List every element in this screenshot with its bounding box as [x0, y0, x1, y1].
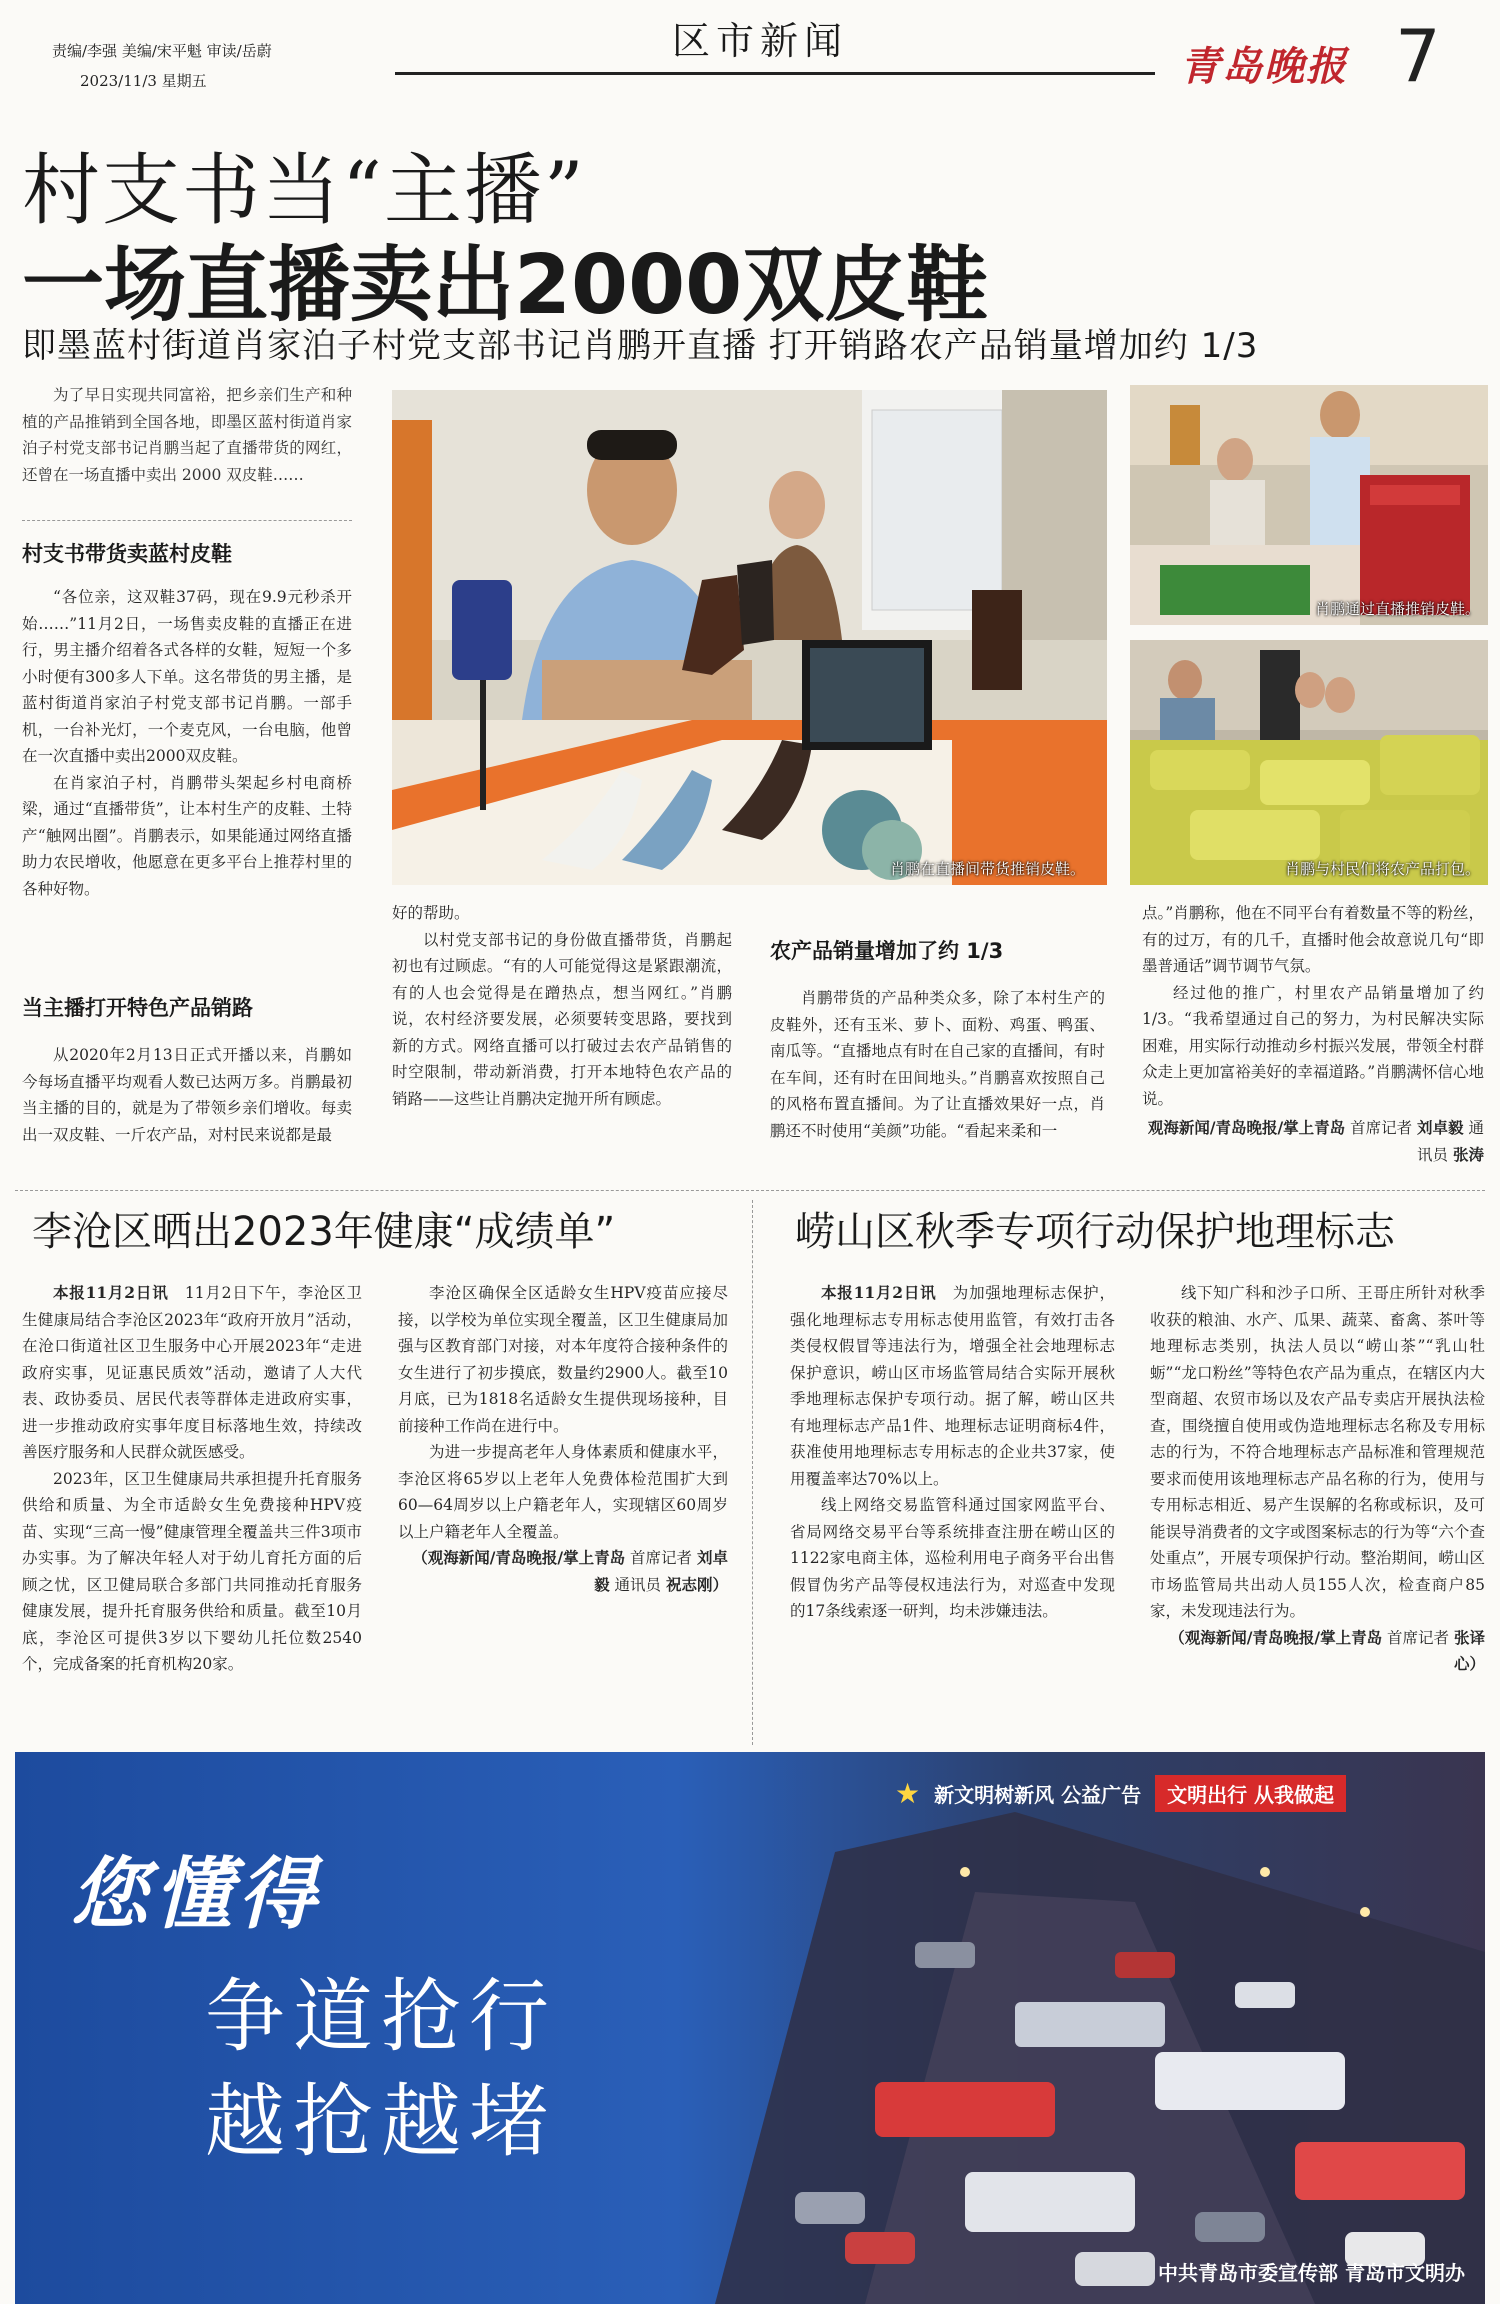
paragraph: 经过他的推广，村里农产品销量增加了约1/3。“我希望通过自己的努力，为村民解决实际困难，用实际行动推动乡村振兴发展，带领全村群众走上更加富裕美好的幸福道路。”肖鹏满怀信心地说。: [1142, 983, 1484, 1108]
paragraph: 为进一步提高老年人身体素质和健康水平，李沧区将65岁以上老年人免费体检范围扩大到60—64周岁以上户籍老年人，实现辖区60周岁以上户籍老年人全覆盖。: [398, 1443, 728, 1541]
ad-tag: 文明出行 从我做起: [1155, 1775, 1346, 1812]
paragraph: 肖鹏带货的产品种类众多，除了本村生产的皮鞋外，还有玉米、萝卜、面粉、鸡蛋、鸭蛋、南瓜等。“直播地点有时在自己家的直播间，有时在车间，还有时在田间地头。”肖鹏喜欢按照自己的风格布置直播间。为了让直播效果好一点，肖鹏还不时使用“美颜”功能。“看起来柔和一: [770, 989, 1105, 1140]
byline-role: 首席记者: [1350, 1119, 1413, 1137]
header-rule: [395, 72, 1155, 75]
laoshan-col-2: [1150, 1280, 1485, 1740]
masthead-credits: [52, 36, 272, 96]
newspaper-logo: 青岛晚报: [1180, 43, 1348, 90]
paragraph: 以村党支部书记的身份做直播带货，肖鹏起初也有过顾虑。“有的人可能觉得这是紧跟潮流，有的人也会觉得是在蹭热点，想当网红。”肖鹏说，农村经济要发展，必须要转变思路，要找到新的方式。网络直播可以打破过去农产品销售的时空限制，带动新消费，打开本地特色农产品的销路——这些让肖鹏决定抛开所有顾虑。: [392, 930, 732, 1108]
section2-title: 当主播打开特色产品销路: [22, 996, 253, 1020]
ad-sponsors: 中共青岛市委宣传部 青岛市文明办: [1158, 2261, 1465, 2285]
headline-top: 村支书当“主播”: [22, 146, 586, 236]
byline-source: 观海新闻/青岛晚报/掌上青岛: [1147, 1118, 1346, 1137]
column-2-body: [392, 900, 732, 1170]
byline-correspondent: 张涛: [1452, 1144, 1484, 1164]
laoshan-headline: 崂山区秋季专项行动保护地理标志: [795, 1209, 1395, 1255]
column-4-body: [1142, 900, 1484, 1114]
left-column-body-2: [22, 1042, 352, 1172]
livestream-scene: [392, 390, 1107, 885]
paragraph: 点。”肖鹏称，他在不同平台有着数量不等的粉丝，有的过万，有的几千，直播时他会故意说几句“即墨普通话”调节调节气氛。: [1142, 904, 1484, 975]
section-divider: [15, 1190, 1485, 1191]
paragraph: “各位亲，这双鞋37码，现在9.9元秒杀开始……”11月2日，一场售卖皮鞋的直播正在进行，男主播介绍着各式各样的女鞋，短短一个多小时便有300多人下单。这名带货的男主播，是蓝村街道肖家泊子村党支部书记肖鹏。一部手机，一台补光灯，一个麦克风，一台电脑，他曾在一次直播中卖出2000双皮鞋。: [22, 588, 352, 765]
byline-reporter: 刘卓毅: [1417, 1118, 1464, 1137]
photo-caption: 肖鹏通过直播推销皮鞋。: [1314, 600, 1480, 618]
ad-campaign: 新文明树新风 公益广告: [934, 1782, 1142, 1807]
photo-livestream: [392, 390, 1107, 885]
paragraph: 本报11月2日讯 为加强地理标志保护，强化地理标志专用标志使用监管，有效打击各类侵权假冒等违法行为，增强全社会地理标志保护意识，崂山区市场监管局结合实际开展秋季地理标志保护专项行动。据了解，崂山区共有地理标志产品1件、地理标志证明商标4件，获准使用地理标志专用标志的企业共37家，使用覆盖率达70%以上。: [790, 1283, 1115, 1488]
subheadline: 即墨蓝村街道肖家泊子村党支部书记肖鹏开直播 打开销路农产品销量增加约 1/3: [22, 326, 1259, 366]
paragraph: 李沧区确保全区适龄女生HPV疫苗应接尽接，以学校为单位实现全覆盖，区卫生健康局加强与区教育部门对接，对本年度符合接种条件的女生进行了初步摸底，数量约2900人。截至10月底，已为1818名适龄女生提供现场接种，目前接种工作尚在进行中。: [398, 1284, 728, 1435]
licang-col-2: [398, 1280, 728, 1740]
paragraph: 从2020年2月13日正式开播以来，肖鹏如今每场直播平均观看人数已达两万多。肖鹏最初当主播的目的，就是为了带领乡亲们增收。每卖出一双皮鞋、一斤农产品，对村民来说都是最: [22, 1046, 352, 1144]
photo-bottom-right: [1130, 640, 1488, 885]
byline-role: 通讯员: [1417, 1119, 1484, 1164]
shoe-sales-scene: [1130, 385, 1488, 625]
left-column-body: [22, 584, 352, 968]
ad-slogan-top: 您懂得: [70, 1849, 323, 1940]
paragraph: 2023年，区卫生健康局共承担提升托育服务供给和质量、为全市适龄女生免费接种HPV疫苗、实现“三高一慢”健康管理全覆盖共三件3项市办实事。为了解决年轻人对于幼儿育托方面的后顾之忧，区卫健局联合多部门共同推动托育服务健康发展，提升托育服务供给和质量。截至10月底，李沧区可提供3岁以下婴幼儿托位数2540个，完成备案的托育机构20家。: [22, 1469, 362, 1673]
section-title: 区市新闻: [671, 19, 848, 63]
licang-headline: 李沧区晒出2023年健康“成绩单”: [32, 1209, 616, 1255]
paragraph: 本报11月2日讯 11月2日下午，李沧区卫生健康局结合李沧区2023年“政府开放月”活动，在沧口街道社区卫生服务中心开展2023年“走进政府实事，见证惠民质效”活动，邀请了人大代表、政协委员、居民代表等群体走进政府实事，进一步推动政府实事年度目标落地生效，持续改善医疗服务和人民群众就医感受。: [22, 1283, 362, 1461]
column-rule: [752, 1200, 753, 1745]
article-lead: 为了早日实现共同富裕，把乡亲们生产和种植的产品推销到全国各地，即墨区蓝村街道肖家泊子村党支部书记肖鹏当起了直播带货的网红，还曾在一场直播中卖出 2000 双皮鞋……: [22, 386, 352, 484]
paragraph: 线上网络交易监管科通过国家网监平台、省局网络交易平台等系统排查注册在崂山区的1122家电商主体，巡检利用电子商务平台出售假冒伪劣产品等侵权违法行为，对巡查中发现的17条线索逐一研判，均未涉嫌违法。: [790, 1496, 1115, 1620]
main-article-byline: [1142, 1115, 1484, 1173]
section1-title: 村支书带货卖蓝村皮鞋: [22, 542, 232, 566]
ad-slogan-line1: 争道抢行: [205, 1970, 557, 2063]
byline: （观海新闻/青岛晚报/掌上青岛 首席记者 刘卓毅 通讯员 祝志刚）: [412, 1548, 728, 1594]
page-number: 7: [1395, 14, 1441, 98]
licang-col-1: [22, 1280, 362, 1740]
paragraph: 好的帮助。: [392, 904, 470, 922]
paragraph: 在肖家泊子村，肖鹏带头架起乡村电商桥梁，通过“直播带货”，让本村生产的皮鞋、土特产“触网出圈”。肖鹏表示，如果能通过网络直播助力农民增收，他愿意在更多平台上推荐村里的各种好物。: [22, 773, 352, 898]
headline-main: 一场直播卖出2000双皮鞋: [22, 238, 989, 333]
issue-date: 2023/11/3 星期五: [80, 72, 207, 90]
ad-slogan-line2: 越抢越堵: [205, 2075, 557, 2168]
editor-credits: 责编/李强 美编/宋平魁 审读/岳蔚: [52, 42, 272, 60]
star-icon: ★: [895, 1776, 921, 1810]
byline: （观海新闻/青岛晚报/掌上青岛 首席记者 张译心）: [1169, 1627, 1485, 1673]
paragraph: 线下知广科和沙子口所、王哥庄所针对秋季收获的粮油、水产、瓜果、蔬菜、畜禽、茶叶等地理标志类别，执法人员以“崂山茶”“乳山牡蛎”“龙口粉丝”等特色农产品为重点，在辖区内大型商超、农贸市场以及农产品专卖店开展执法检查，围绕擅自使用或伪造地理标志名称及专用标志的行为，不符合地理标志产品标准和管理规范要求而使用该地理标志产品名称的行为，使用与专用标志相近、易产生误解的名称或标识，及可能误导消费者的文字或图案标志的行为等“六个查处重点”，开展专项保护行动。整治期间，崂山区市场监管局共出动人员155人次，检查商户85家，未发现违法行为。: [1150, 1284, 1485, 1620]
public-service-ad: [15, 1752, 1485, 2304]
photo-caption: 肖鹏与村民们将农产品打包。: [1284, 860, 1480, 878]
laoshan-col-1: [790, 1280, 1115, 1740]
photo-top-right: [1130, 385, 1488, 625]
lead-divider: [22, 520, 352, 521]
section3-title: 农产品销量增加了约 1/3: [770, 939, 1004, 963]
ad-campaign-bar: [895, 1774, 1346, 1812]
produce-packing-scene: [1130, 640, 1488, 885]
column-3-body: [770, 985, 1105, 1170]
photo-caption: 肖鹏在直播间带货推销皮鞋。: [889, 860, 1085, 878]
